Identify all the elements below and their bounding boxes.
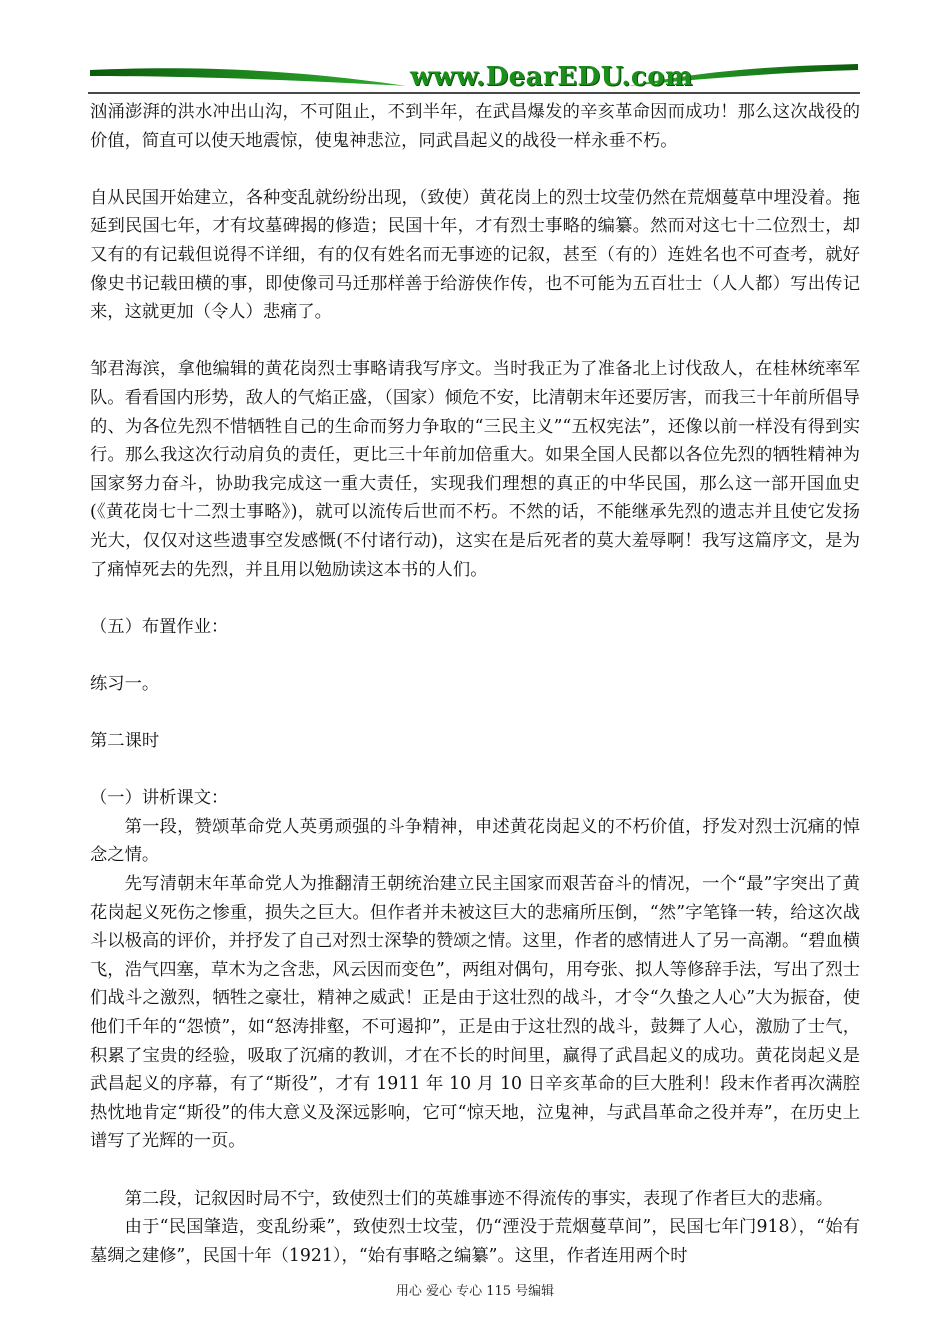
page-footer: 用心 爱心 专心 115 号编辑 (395, 1284, 555, 1299)
paragraph: 自从民国开始建立，各种变乱就纷纷出现，（致使）黄花岗上的烈士坟莹仍然在荒烟蔓草中埋没着。拖延到民国七年，才有坟墓碑揭的修造；民国十年，才有烈士事略的编纂。然而对这七十二位烈士，却又有的有记载但说得不详细，有的仅有姓名而无事迹的记叙，甚至（有的）连姓名也不可查考，就好像史书记载田横的事，即使像司马迁那样善于给游侠作传，也不可能为五百壮士（人人都）写出传记来，这就更加（令人）悲痛了。 (90, 187, 860, 323)
left-swoosh (90, 68, 406, 86)
paragraph: 邹君海滨，拿他编辑的黄花岗烈士事略请我写序文。当时我正为了准备北上讨伐敌人，在桂林统率军队。看看国内形势，敌人的气焰正盛，（国家）倾危不安，比清朝末年还要厉害，而我三十年前所倡导的、为各位先烈不惜牺牲自己的生命而努力争取的“三民主义”“五权宪法”，还像以前一样没有得到实行。那么我这次行动肩负的责任，更比三十年前加倍重大。如果全国人民都以各位先烈的牺牲精神为国家努力奋斗，协助我完成这一重大责任，实现我们理想的真正的中华民国，那么这一部开国血史(《黄花岗七十二烈士事略》)，就可以流传后世而不朽。不然的话，不能继承先烈的遗志并且使它发扬光大，仅仅对这些遗事空发感慨(不付诸行动)，这实在是后死者的莫大羞辱啊！我写这篇序文，是为了痛悼死去的先烈，并且用以勉励读这本书的人们。 (90, 359, 860, 580)
paragraph: 先写清朝末年革命党人为推翻清王朝统治建立民主国家而艰苦奋斗的情况，一个“最”字突出了黄花岗起义死伤之惨重，损失之巨大。但作者并未被这巨大的悲痛所压倒，“然”字笔锋一转，给这次战斗以极高的评价，并抒发了自己对烈士深挚的赞颂之情。这里，作者的感情进人了另一高潮。“碧血横飞，浩气四塞，草木为之含悲，风云因而变色”，两组对偶句，用夸张、拟人等修辞手法，写出了烈士们战斗之激烈，牺牲之豪壮，精神之威武！正是由于这壮烈的战斗，才令“久蛰之人心”大为振奋，使他们千年的“怨愤”，如“怒涛排壑，不可遏抑”，正是由于这壮烈的战斗，鼓舞了人心，激励了士气，积累了宝贵的经验，吸取了沉痛的教训，才在不长的时间里，赢得了武昌起义的成功。黄花岗起义是武昌起义的序幕，有了“斯役”，才有 1911 年 10 月 10 日辛亥革命的巨大胜利！段末作者再次满腔热忱地肯定“斯役”的伟大意义及深远影响，它可“惊天地，泣鬼神，与武昌革命之役并寿”，在历史上谱写了光辉的一页。 (90, 874, 860, 1152)
document-body (90, 98, 860, 1270)
paragraph: 由于“民国肇造，变乱纷乘”，致使烈士坟莹，仍“湮没于荒烟蔓草间”，民国七年门918），“始有墓绸之建修”，民国十年（1921），“始有事略之编纂”。这里，作者连用两个时 (90, 1217, 860, 1266)
section-heading: 第二课时 (90, 731, 160, 752)
header-rule (88, 92, 860, 94)
paragraph: 汹涌澎湃的洪水冲出山沟，不可阻止，不到半年，在武昌爆发的辛亥革命因而成功！那么这次战役的价值，简直可以使天地震惊，使鬼神悲泣，同武昌起义的战役一样永垂不朽。 (90, 102, 860, 151)
section-heading: （五）布置作业： (90, 616, 229, 637)
page-header (88, 56, 860, 96)
site-logo[interactable]: www.DearEDU.com (410, 62, 694, 92)
paragraph: 第二段，记叙因时局不宁，致使烈士们的英雄事迹不得流传的事实，表现了作者巨大的悲痛。 (124, 1188, 834, 1209)
paragraph: 练习一。 (90, 673, 160, 694)
section-heading: （一）讲析课文： (90, 788, 229, 809)
paragraph: 第一段，赞颂革命党人英勇顽强的斗争精神，申述黄花岗起义的不朽价值，抒发对烈士沉痛的悼念之情。 (90, 816, 860, 866)
